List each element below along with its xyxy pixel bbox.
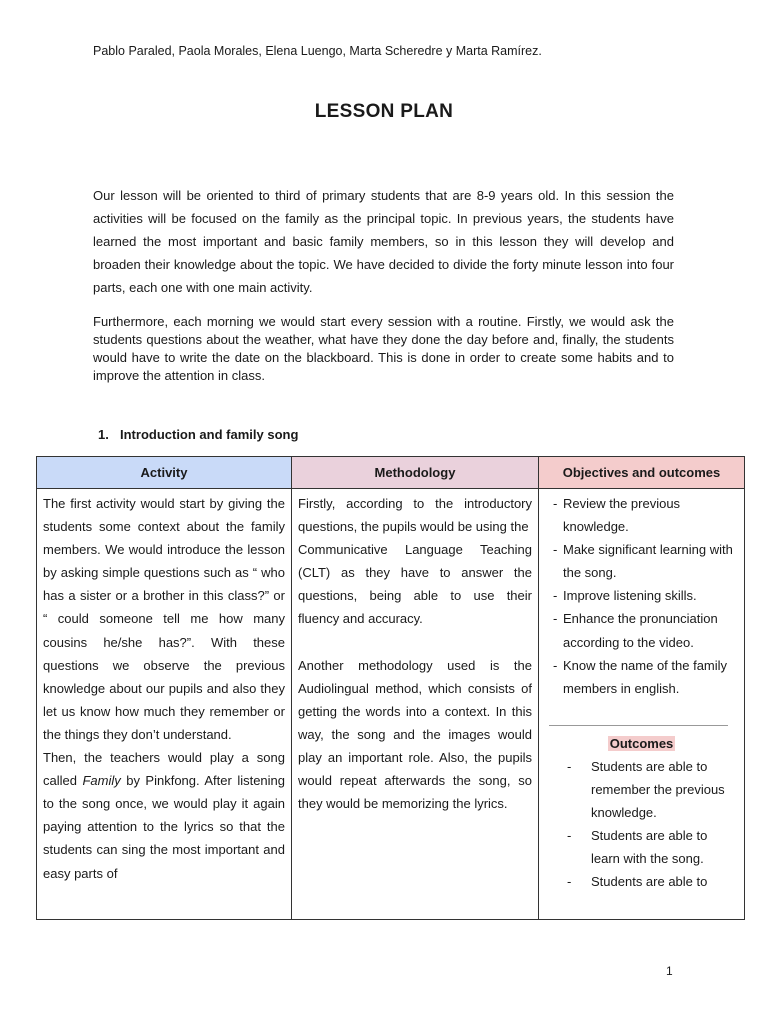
section-title: Introduction and family song (120, 427, 299, 442)
list-item: - Students are able to learn with the song. (567, 828, 708, 867)
outcomes-heading: Outcomes (609, 735, 674, 751)
intro-paragraph-1: Our lesson will be oriented to third of primary students that are 8-9 years old. In this session the activities will be focused on the family as the principal topic. In previous years, the students have learned the most important and basic family members, so in this lesson they will develop and broaden their knowledge about the topic. We have decided to divide the forty minute lesson into four parts, each one with one main activity. (93, 188, 674, 295)
header-activity: Activity (37, 457, 292, 489)
objectives-cell (539, 489, 745, 920)
activity-text: Then, the teachers would play a song called (43, 750, 285, 789)
objectives-list (539, 489, 744, 700)
table-header-row (37, 457, 745, 489)
list-item: - Students are able to remember the previous knowledge. (567, 758, 725, 821)
activity-text: by Pinkfong. After listening to the song once, we would play it again paying attention to the lyrics so that the students can sing the most important and easy parts of (43, 773, 286, 881)
list-item: - Make significant learning with the song. (553, 542, 733, 581)
list-item: - Enhance the pronunciation according to the video. (553, 611, 718, 650)
header-methodology: Methodology (292, 457, 539, 489)
list-item: - Improve listening skills. (553, 588, 697, 604)
header-objectives: Objectives and outcomes (539, 457, 745, 489)
lesson-plan-table (36, 456, 745, 920)
table-row (37, 489, 745, 920)
activity-cell (37, 489, 292, 920)
methodology-paragraph-3: Another methodology used is the Audiolingual method, which consists of getting the words into a context. In this way, the song and the images would play an important role. Also, the pupils would repeat afterwards the song, so they would be memorizing the lyrics. (298, 657, 532, 812)
list-item: - Know the name of the family members in english. (553, 657, 728, 696)
list-item: - Review the previous knowledge. (553, 496, 681, 535)
intro-paragraph-2: Furthermore, each morning we would start every session with a routine. Firstly, we would ask the students questions about the weather, what have they done the day before and, finally, the students would have to write the date on the blackboard. This is done in order to create some habits and to improve the attention in class. (93, 314, 674, 383)
section-heading (98, 427, 298, 442)
authors-line: Pablo Paraled, Paola Morales, Elena Luengo, Marta Scheredre y Marta Ramírez. (93, 44, 542, 58)
activity-paragraph-1: The first activity would start by giving the students some context about the family members. We would introduce the lesson by asking simple questions such as “ who has a sister or a brother in this class?” or “ could someone tell me how many cousins he/she has?”. With these questions we observe the previous knowledge about our pupils and also they let us know how much they remember or the things they don’t understand. (43, 496, 285, 742)
outcomes-list (539, 755, 744, 894)
methodology-paragraph-2: Communicative Language Teaching (CLT) as they have to answer the questions, being able to use their fluency and accuracy. (298, 542, 532, 627)
list-item: - Students are able to (567, 874, 708, 890)
page-title: LESSON PLAN (314, 101, 454, 122)
song-title: Family (82, 773, 121, 789)
divider (549, 725, 728, 726)
page-number: 1 (666, 964, 673, 978)
activity-paragraph-2 (43, 746, 285, 885)
methodology-cell (292, 489, 539, 920)
section-number: 1. (98, 427, 109, 442)
methodology-paragraph-1: Firstly, according to the introductory questions, the pupils would be using the (298, 496, 532, 535)
